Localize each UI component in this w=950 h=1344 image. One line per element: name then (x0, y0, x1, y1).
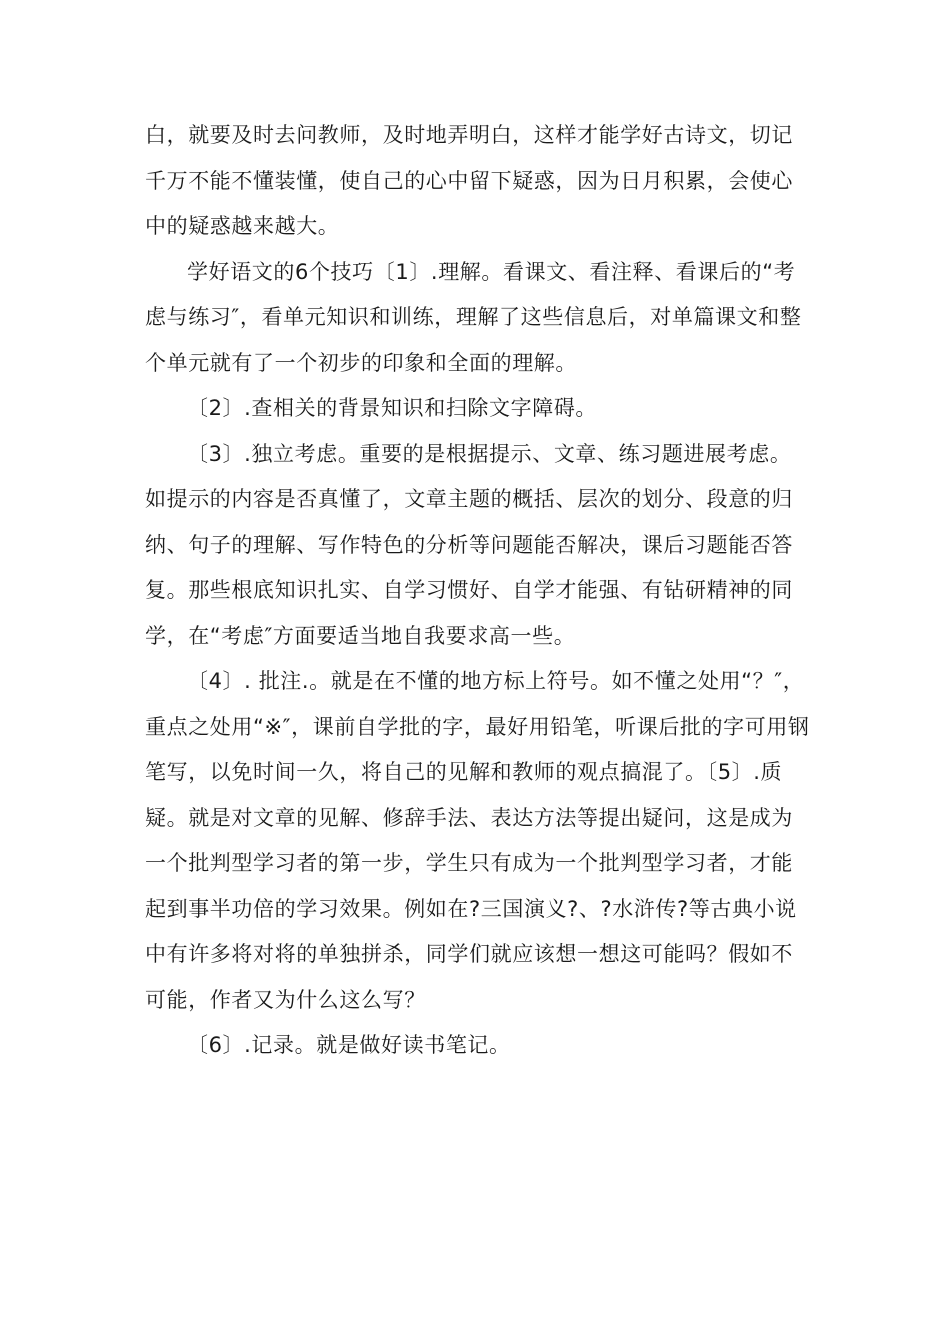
document-body (145, 113, 813, 1069)
paragraph-continuation: 白，就要及时去问教师，及时地弄明白，这样才能学好古诗文，切记千万不能不懂装懂，使自己的心中留下疑惑，因为日月积累，会使心中的疑惑越来越大。 (145, 123, 793, 238)
paragraph-technique-2: 〔2〕.查相关的背景知识和扫除文字障碍。 (187, 396, 598, 420)
paragraph-technique-3: 〔3〕.独立考虑。重要的是根据提示、文章、练习题进展考虑。如提示的内容是否真懂了，文章主题的概括、层次的划分、段意的归纳、句子的理解、写作特色的分析等问题能否解决，课后习题能否答复。那些根底知识扎实、自学习惯好、自学才能强、有钻研精神的同学，在“考虑″方面要适当地自我要求高一些。 (145, 441, 793, 648)
paragraph-technique-4-5: 〔4〕. 批注.。就是在不懂的地方标上符号。如不懂之处用“？″，重点之处用“※″，课前自学批的字，最好用铅笔，听课后批的字可用钢笔写，以免时间一久，将自己的见解和教师的观点搞混了。〔5〕.质疑。就是对文章的见解、修辞手法、表达方法等提出疑问，这是成为一个批判型学习者的第一步，学生只有成为一个批判型学习者，才能起到事半功倍的学习效果。例如在?三国演义?、?水浒传?等古典小说中有许多将对将的单独拼杀，同学们就应该想一想这可能吗？假如不可能，作者又为什么这么写？ (145, 669, 810, 1012)
paragraph-technique-6: 〔6〕.记录。就是做好读书笔记。 (187, 1033, 511, 1057)
paragraph-six-techniques-intro: 学好语文的6个技巧〔1〕.理解。看课文、看注释、看课后的“考虑与练习″，看单元知识和训练，理解了这些信息后，对单篇课文和整个单元就有了一个初步的印象和全面的理解。 (145, 259, 802, 375)
